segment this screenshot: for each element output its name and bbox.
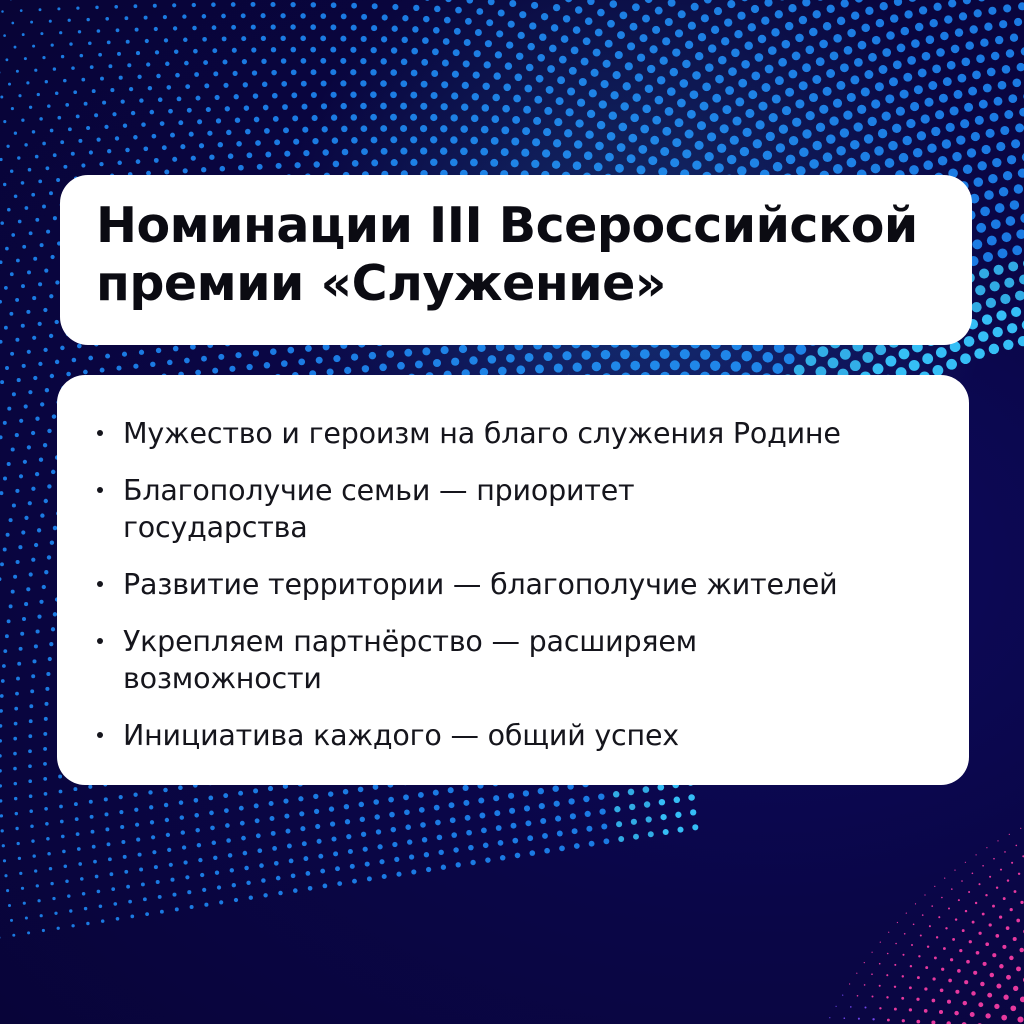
nomination-text: Инициатива каждого — общий успех [123,719,679,752]
nomination-item [93,623,939,697]
nomination-text: Развитие территории — благополучие жителей [123,568,838,601]
bullet-icon [97,732,103,738]
nomination-item [93,415,939,452]
nomination-text: Мужество и героизм на благо служения Родине [123,417,841,450]
nomination-item [93,566,939,603]
title-card [60,175,972,345]
bullet-icon [97,430,103,436]
bullet-icon [97,638,103,644]
nomination-item [93,472,939,546]
nomination-text: Благополучие семьи — приоритет [123,474,635,507]
title-line-1: Номинации III Всероссийской [96,197,918,254]
nomination-text: возможности [123,662,322,695]
nomination-text: государства [123,511,308,544]
nomination-item [93,717,939,754]
nominations-list [93,415,939,754]
bullet-icon [97,581,103,587]
title-line-2: премии «Служение» [96,255,666,312]
bullet-icon [97,487,103,493]
nomination-text: Укрепляем партнёрство — расширяем [123,625,697,658]
nominations-card [57,375,969,785]
